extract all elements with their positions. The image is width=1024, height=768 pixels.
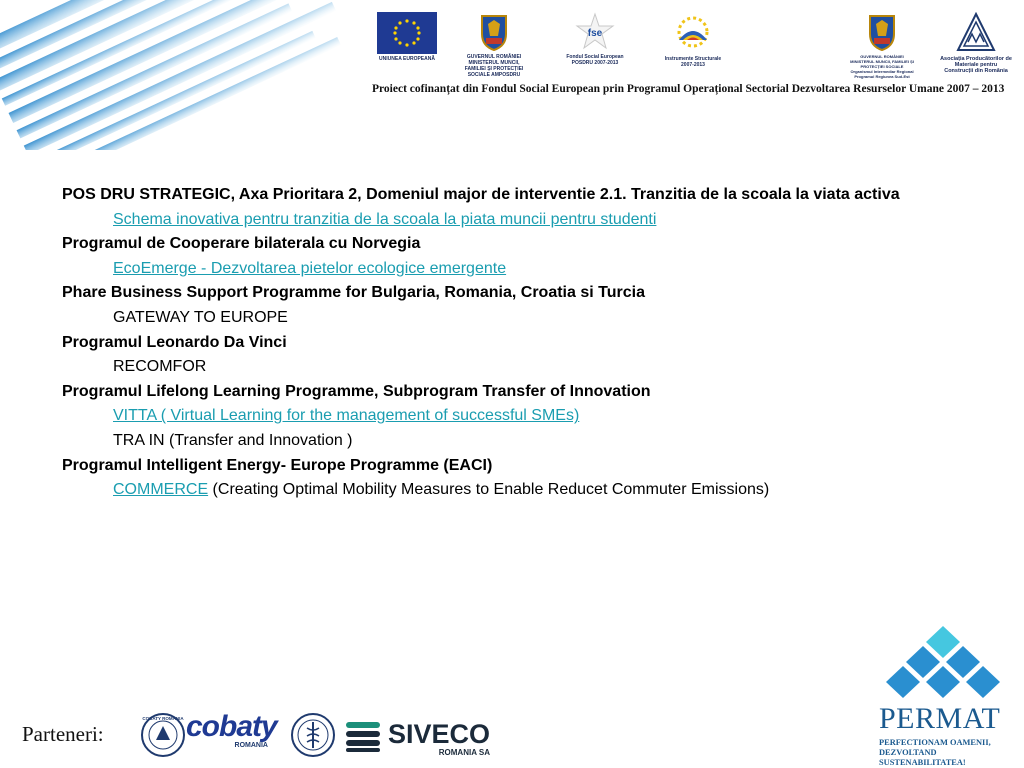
ministry-labor-logo	[458, 12, 530, 78]
partners-label: Parteneri:	[22, 722, 104, 746]
project-text: RECOMFOR	[113, 358, 207, 376]
program-heading	[62, 233, 1012, 258]
permat-logo	[872, 624, 1014, 767]
program-heading-text: Phare Business Support Programme for Bulgaria, Romania, Croatia si Turcia	[62, 284, 645, 302]
project-item	[62, 356, 1012, 381]
structural-instruments-logo	[658, 12, 728, 68]
siveco-logo	[344, 720, 490, 757]
project-text: TRA IN (Transfer and Innovation )	[113, 431, 353, 449]
siveco-sub: ROMANIA SA	[438, 748, 491, 757]
program-heading	[62, 455, 1012, 480]
structural-instruments-icon	[669, 12, 717, 54]
fse-logo	[562, 12, 628, 66]
project-link[interactable]: COMMERCE	[113, 481, 209, 499]
permat-title: PERMAT	[879, 702, 1001, 735]
program-heading-text: Programul Lifelong Learning Programme, Subprogram Transfer of Innovation	[62, 382, 651, 400]
eu-flag-icon	[377, 12, 437, 54]
permat-subtitle-line-1: PERFECTIONAM OAMENII,	[879, 738, 991, 747]
cobaty-seal-logo	[140, 712, 186, 758]
program-heading	[62, 381, 1012, 406]
project-item	[62, 209, 1012, 234]
permat-subtitle-line-2: DEZVOLTAND SUSTENABILITATEA!	[879, 748, 966, 767]
project-link[interactable]: EcoEmerge - Dezvoltarea pietelor ecologice emergente	[113, 259, 507, 277]
program-heading	[62, 282, 1012, 307]
apmc-triangle-icon	[956, 12, 996, 54]
logo-caption: Instrumente Structurale 2007-2013	[664, 56, 722, 68]
decorative-corner-stripes	[0, 0, 360, 150]
project-item	[62, 307, 1012, 332]
program-heading-text: Programul Intelligent Energy- Europe Programme (EACI)	[62, 456, 493, 474]
cobaty-seal-text: COBATY ROMANIA	[142, 716, 184, 721]
ministry-coat-logo	[850, 12, 914, 79]
project-link[interactable]: Schema inovativa pentru tranzitia de la scoala la piata muncii pentru studenti	[113, 210, 657, 228]
program-heading	[62, 184, 1012, 209]
logo-caption: GUVERNUL ROMÂNIEI MINISTERUL MUNCII, FAMILIEI ȘI PROTECȚIEI SOCIALE AMPOSDRU	[464, 54, 524, 78]
coat-of-arms-icon	[478, 12, 510, 52]
cobaty-sub: ROMANIA	[234, 742, 268, 749]
project-item	[62, 405, 1012, 430]
logo-caption: GUVERNUL ROMÂNIEI MINISTERUL MUNCII, FAMILIEI ȘI PROTECȚIEI SOCIALE Organismul Intermediar Regional Programul Regiunea Sud-Est	[850, 54, 914, 79]
project-item	[62, 479, 1012, 504]
program-heading-text: POS DRU STRATEGIC, Axa Prioritara 2, Domeniul major de interventie 2.1. Tranzitia de la scoala la viata activa	[62, 186, 900, 203]
project-item	[62, 258, 1012, 283]
projects-list	[62, 184, 1012, 504]
fse-star-icon	[573, 12, 617, 52]
permat-subtitle	[879, 738, 1014, 768]
caduceus-seal-logo	[290, 712, 336, 758]
project-link[interactable]: VITTA ( Virtual Learning for the management of successful SMEs)	[113, 407, 580, 425]
cofinancing-tagline: Proiect cofinanțat din Fondul Social European prin Programul Operațional Sectorial Dezvoltarea Resurselor Umane 2007 – 2013	[372, 83, 1005, 95]
permat-diamonds-icon	[872, 624, 1014, 704]
project-item	[62, 430, 1012, 455]
coat-of-arms-icon	[866, 12, 898, 52]
logo-caption: Asociația Producătorilor de Materiale pentru Construcții din România	[940, 56, 1012, 74]
cobaty-wordmark-logo	[186, 712, 284, 749]
siveco-icon	[344, 720, 382, 754]
program-heading-text: Programul de Cooperare bilaterala cu Norvegia	[62, 235, 421, 253]
program-heading	[62, 332, 1012, 357]
logo-caption: Fondul Social European POSDRU 2007-2013	[566, 54, 624, 66]
project-text: (Creating Optimal Mobility Measures to Enable Reducet Commuter Emissions)	[208, 481, 770, 499]
siveco-wordmark: SIVECO	[388, 719, 491, 749]
svg-text:fse: fse	[587, 28, 603, 39]
cobaty-wordmark: cobaty	[186, 710, 277, 743]
project-text: GATEWAY TO EUROPE	[113, 308, 288, 326]
apmc-logo	[940, 12, 1012, 74]
program-heading-text: Programul Leonardo Da Vinci	[62, 333, 287, 351]
logo-caption: UNIUNEA EUROPEANĂ	[379, 56, 435, 62]
eu-flag-logo	[372, 12, 442, 62]
